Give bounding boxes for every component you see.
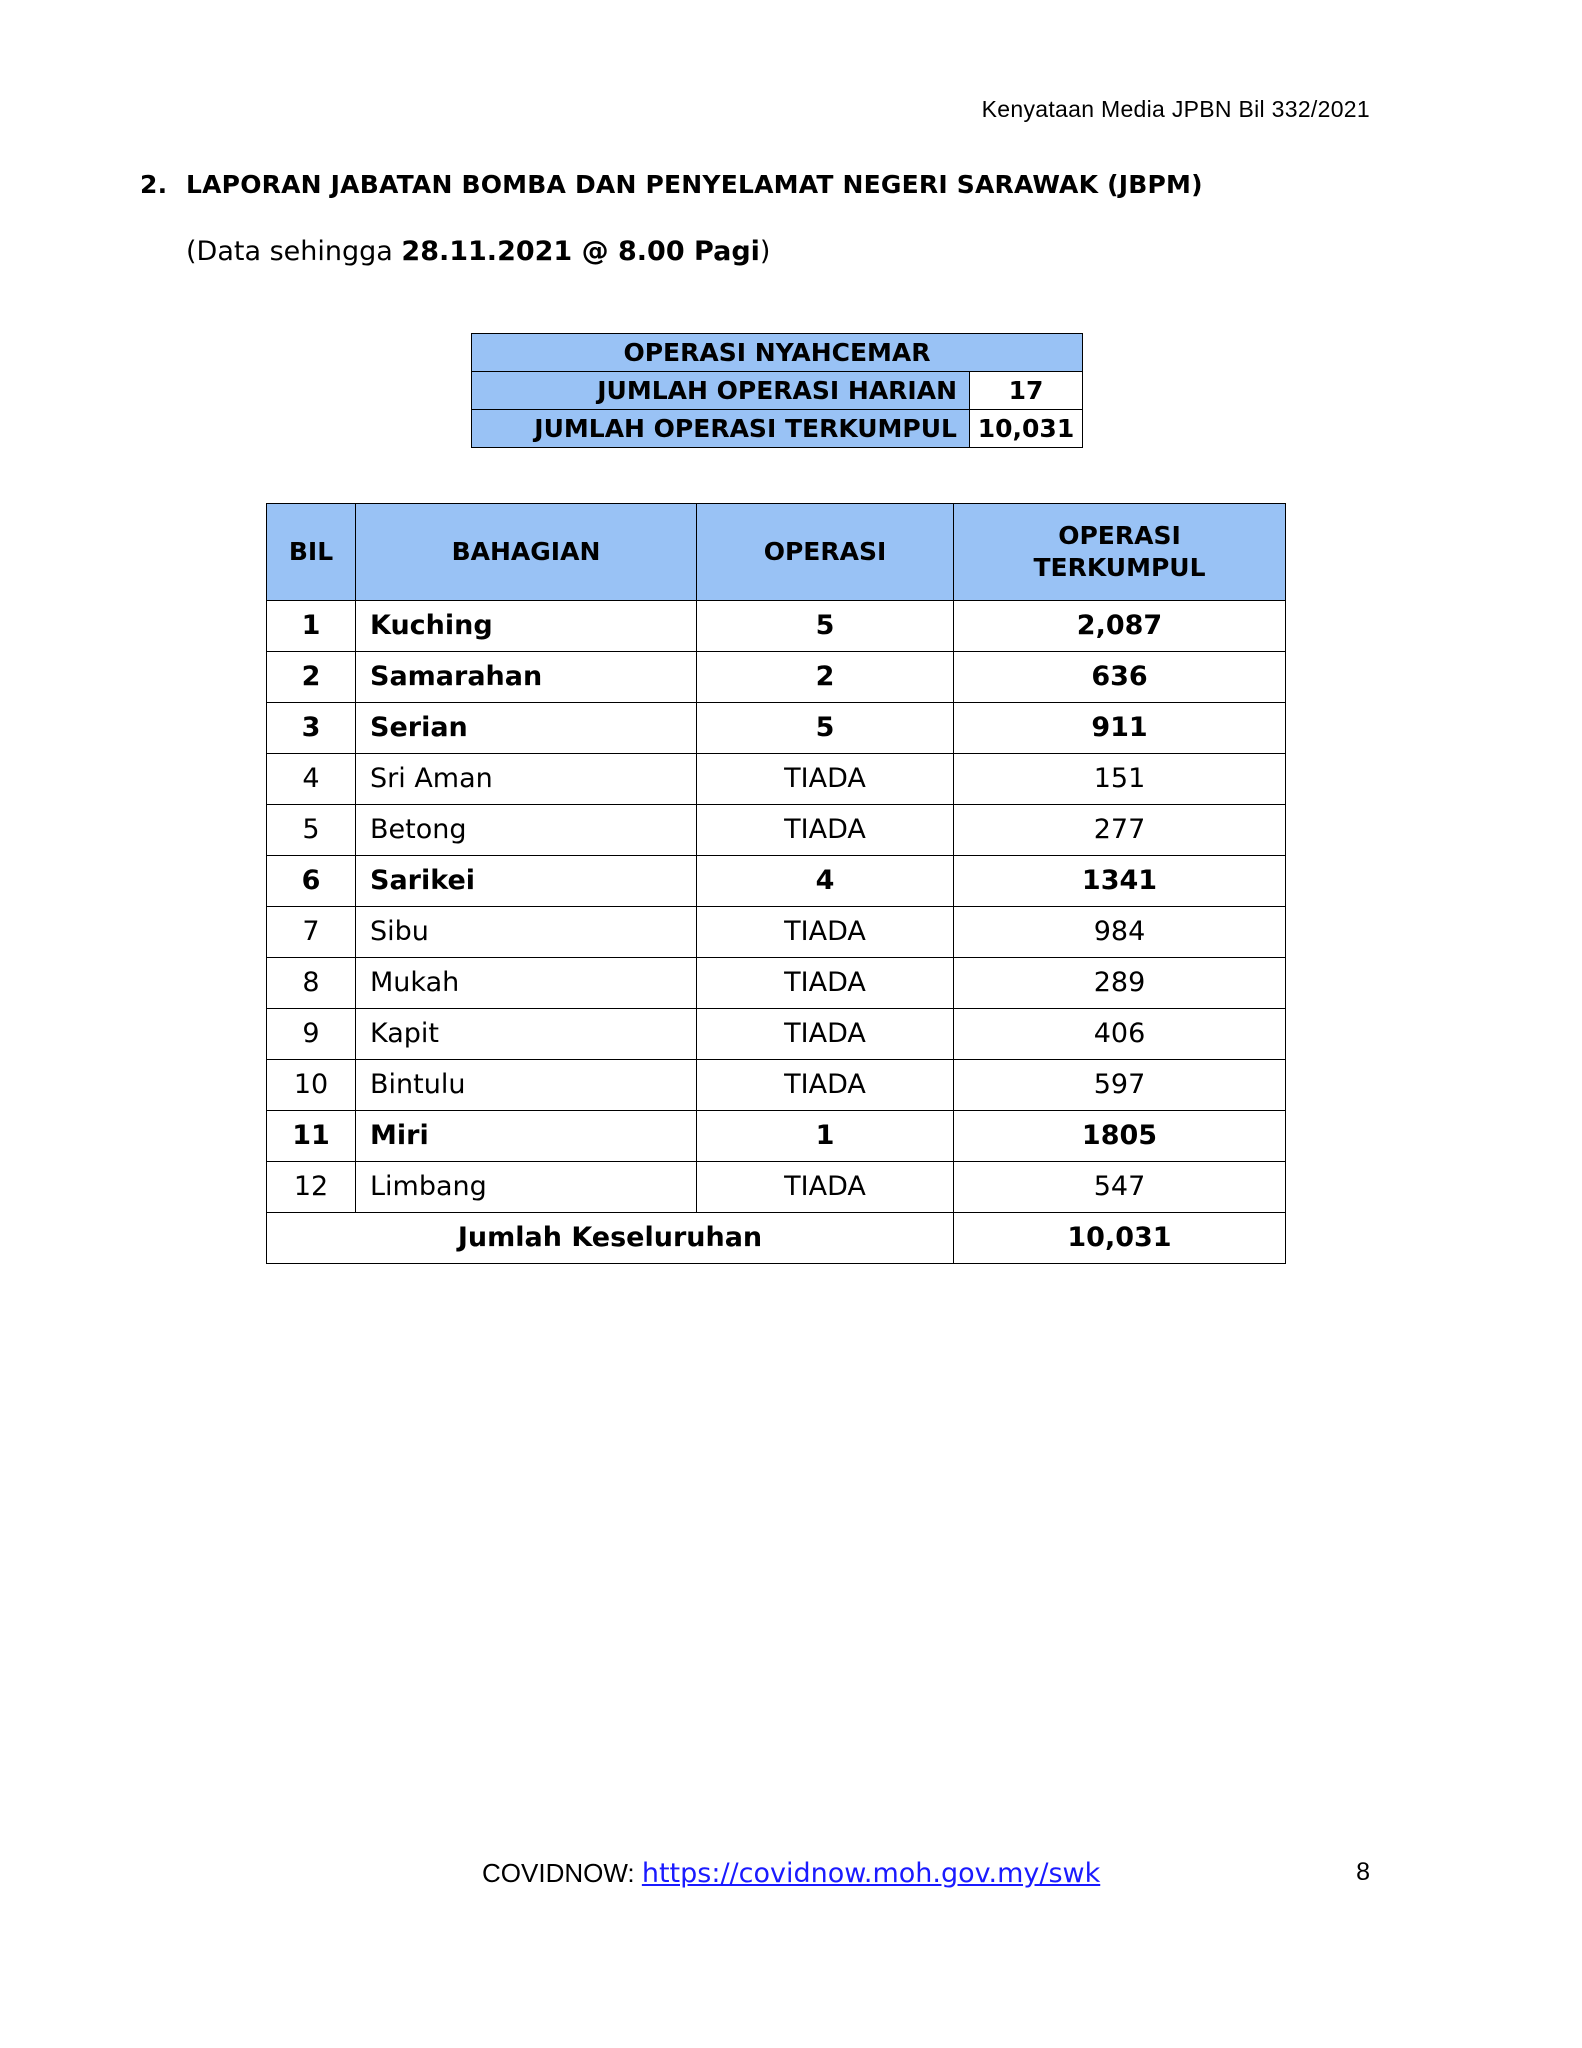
summary-title: OPERASI NYAHCEMAR [472,334,1083,372]
cell-terkumpul: 151 [954,754,1286,805]
table-header-row [267,504,1286,601]
cell-terkumpul: 289 [954,958,1286,1009]
table-row [267,907,1286,958]
table-row [267,1060,1286,1111]
cell-operasi: TIADA [697,1009,954,1060]
page-number: 8 [1356,1858,1370,1886]
cell-terkumpul: 636 [954,652,1286,703]
cell-terkumpul: 277 [954,805,1286,856]
table-row [267,1009,1286,1060]
table-row [267,958,1286,1009]
cell-operasi: TIADA [697,907,954,958]
daily-label: JUMLAH OPERASI HARIAN [472,372,970,410]
cell-terkumpul: 547 [954,1162,1286,1213]
cell-operasi: 2 [697,652,954,703]
note-prefix: (Data sehingga [186,236,402,267]
data-date-note [186,236,770,267]
division-table [266,503,1286,1264]
cell-bil: 11 [267,1111,356,1162]
cell-bil: 9 [267,1009,356,1060]
note-date: 28.11.2021 @ 8.00 Pagi [401,236,760,267]
cell-bil: 6 [267,856,356,907]
table-row [267,601,1286,652]
cell-operasi: 5 [697,703,954,754]
cell-bil: 5 [267,805,356,856]
cell-bahagian: Serian [356,703,697,754]
cell-bahagian: Kapit [356,1009,697,1060]
table-row [267,652,1286,703]
summary-cumulative-row [472,410,1083,448]
cell-terkumpul: 597 [954,1060,1286,1111]
cell-operasi: TIADA [697,805,954,856]
header-operasi: OPERASI [697,504,954,601]
footer-label: COVIDNOW: [482,1858,642,1888]
cell-terkumpul: 1805 [954,1111,1286,1162]
cell-bahagian: Mukah [356,958,697,1009]
cell-operasi: TIADA [697,754,954,805]
cell-bahagian: Limbang [356,1162,697,1213]
table-row [267,754,1286,805]
cell-bahagian: Betong [356,805,697,856]
table-row [267,1111,1286,1162]
cell-operasi: TIADA [697,1060,954,1111]
daily-value: 17 [970,372,1083,410]
cumulative-value: 10,031 [970,410,1083,448]
summary-title-row [472,334,1083,372]
cell-operasi: 1 [697,1111,954,1162]
cell-bil: 8 [267,958,356,1009]
cell-bahagian: Samarahan [356,652,697,703]
cell-operasi: TIADA [697,958,954,1009]
cell-bil: 12 [267,1162,356,1213]
footer [482,1858,1100,1889]
cell-bahagian: Kuching [356,601,697,652]
total-label: Jumlah Keseluruhan [267,1213,954,1264]
section-title: LAPORAN JABATAN BOMBA DAN PENYELAMAT NEGERI SARAWAK (JBPM) [186,170,1203,199]
cell-bil: 10 [267,1060,356,1111]
section-heading [140,170,1203,199]
table-row [267,1162,1286,1213]
cell-terkumpul: 2,087 [954,601,1286,652]
total-row [267,1213,1286,1264]
covidnow-link[interactable]: https://covidnow.moh.gov.my/swk [641,1858,1101,1889]
header-bahagian: BAHAGIAN [356,504,697,601]
note-suffix: ) [759,236,771,267]
header-terkumpul: OPERASI TERKUMPUL [954,504,1286,601]
cell-bahagian: Sarikei [356,856,697,907]
cell-terkumpul: 406 [954,1009,1286,1060]
cell-bil: 7 [267,907,356,958]
cell-bil: 3 [267,703,356,754]
cell-bahagian: Sibu [356,907,697,958]
section-number: 2. [140,170,168,199]
cell-bahagian: Miri [356,1111,697,1162]
total-value: 10,031 [954,1213,1286,1264]
cell-terkumpul: 911 [954,703,1286,754]
table-row [267,805,1286,856]
cell-bahagian: Sri Aman [356,754,697,805]
summary-table [471,333,1083,448]
cell-bahagian: Bintulu [356,1060,697,1111]
cell-bil: 4 [267,754,356,805]
cell-operasi: 5 [697,601,954,652]
cell-bil: 2 [267,652,356,703]
cell-operasi: 4 [697,856,954,907]
table-row [267,856,1286,907]
cell-bil: 1 [267,601,356,652]
cell-terkumpul: 1341 [954,856,1286,907]
cell-terkumpul: 984 [954,907,1286,958]
cumulative-label: JUMLAH OPERASI TERKUMPUL [472,410,970,448]
header-bil: BIL [267,504,356,601]
summary-daily-row [472,372,1083,410]
cell-operasi: TIADA [697,1162,954,1213]
table-row [267,703,1286,754]
document-reference: Kenyataan Media JPBN Bil 332/2021 [981,96,1370,122]
